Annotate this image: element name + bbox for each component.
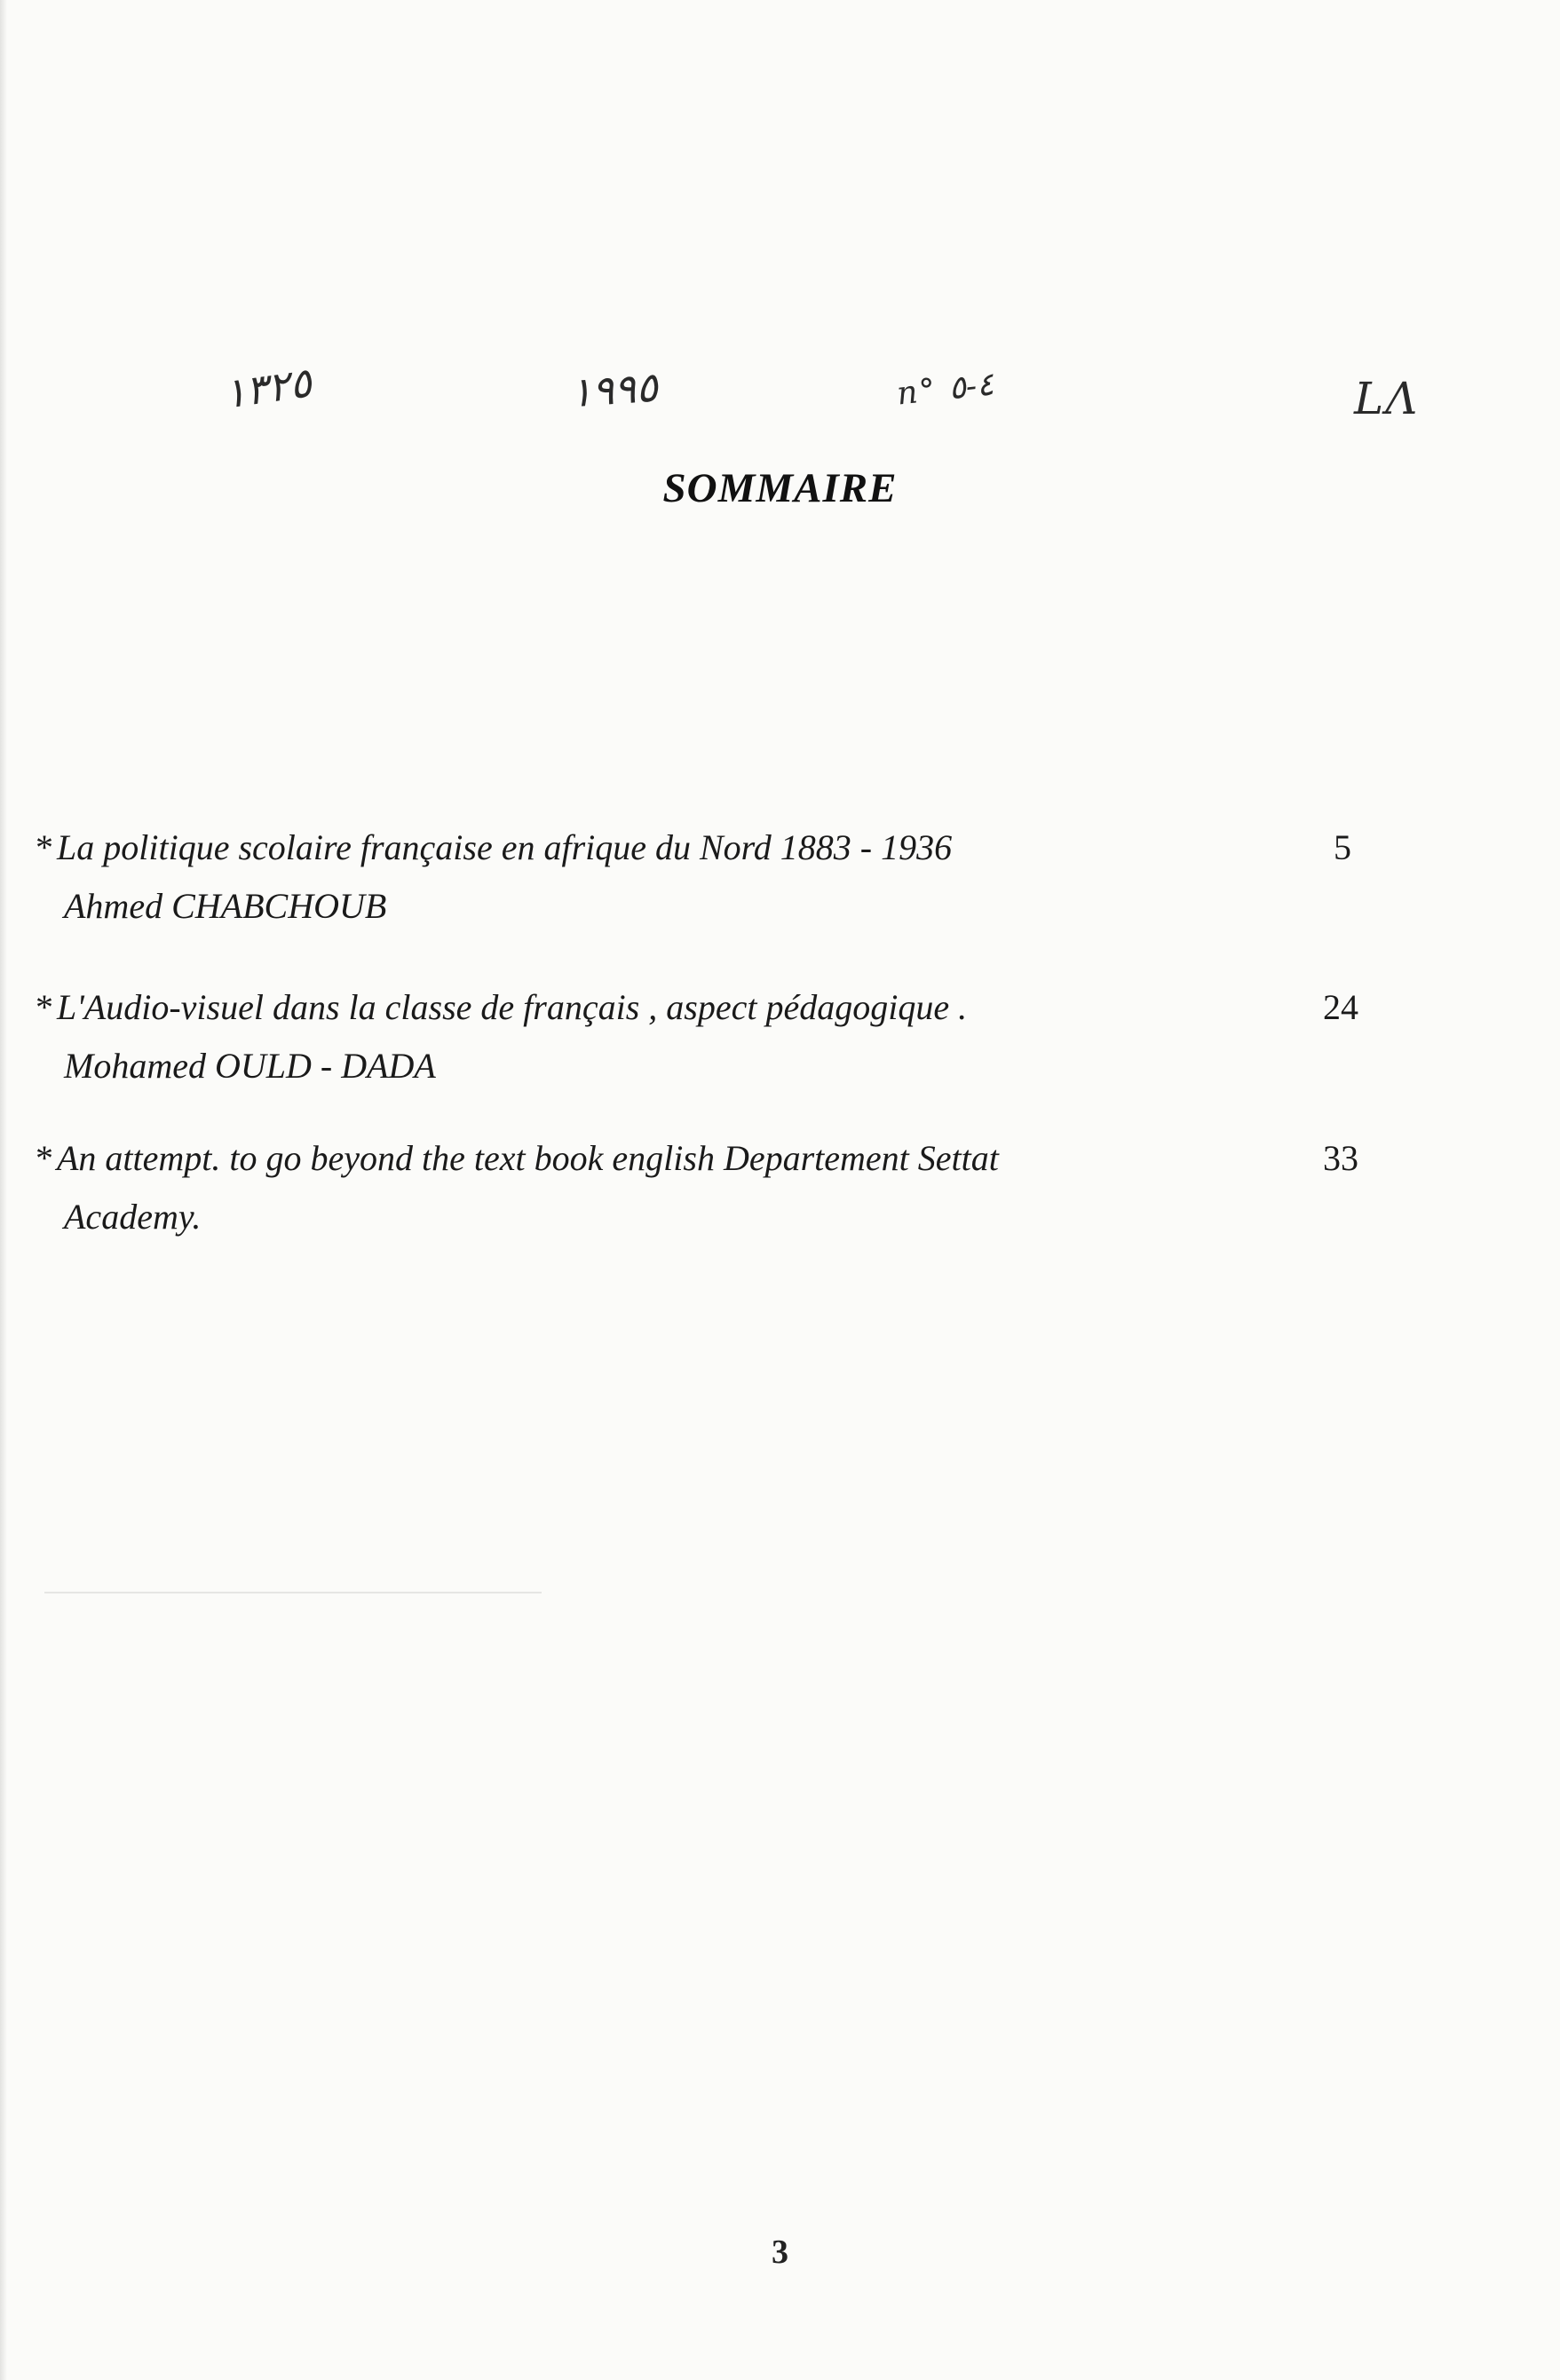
toc-entry-title: La politique scolaire française en afrique du Nord 1883 - 1936: [57, 827, 953, 867]
bullet-asterisk: *: [36, 987, 53, 1027]
toc-entry: [36, 818, 1385, 936]
bleed-through-footnotes: [36, 1616, 1421, 2148]
page-title: SOMMAIRE: [662, 465, 898, 511]
toc-entry-title: An attempt. to go beyond the text book english Departement Settat: [57, 1138, 999, 1178]
handwritten-mark: n° ٤-٥: [895, 366, 996, 413]
toc-entry-author: Ahmed CHABCHOUB: [64, 886, 387, 926]
toc-entry-title-line: [36, 978, 1385, 1037]
toc-entry-title-line: [36, 1129, 1385, 1188]
toc-entry-page: 5: [1334, 827, 1351, 867]
toc-entry-page: 24: [1323, 987, 1358, 1027]
page-number: 3: [772, 2234, 788, 2271]
toc-entry-page: 33: [1323, 1138, 1358, 1178]
toc-entry-title-line: [36, 818, 1385, 877]
handwritten-mark: LΛ: [1354, 373, 1420, 424]
toc-entry: [36, 978, 1385, 1095]
toc-entry-title: L'Audio-visuel dans la classe de français , aspect pédagogique .: [57, 987, 968, 1027]
toc-entry: [36, 1129, 1385, 1246]
bullet-asterisk: *: [36, 827, 53, 867]
toc-entry-author: Mohamed OULD - DADA: [64, 1046, 436, 1086]
bullet-asterisk: *: [36, 1138, 53, 1178]
handwritten-mark: ١٣٢٥: [220, 358, 315, 418]
bleed-through-rule: [44, 1592, 542, 1593]
bleed-through-header: [1039, 173, 1047, 223]
handwritten-mark: ١٩٩٥: [568, 362, 660, 417]
page-edge-shadow: [0, 0, 7, 2380]
toc-entry-author: Academy.: [64, 1197, 202, 1237]
